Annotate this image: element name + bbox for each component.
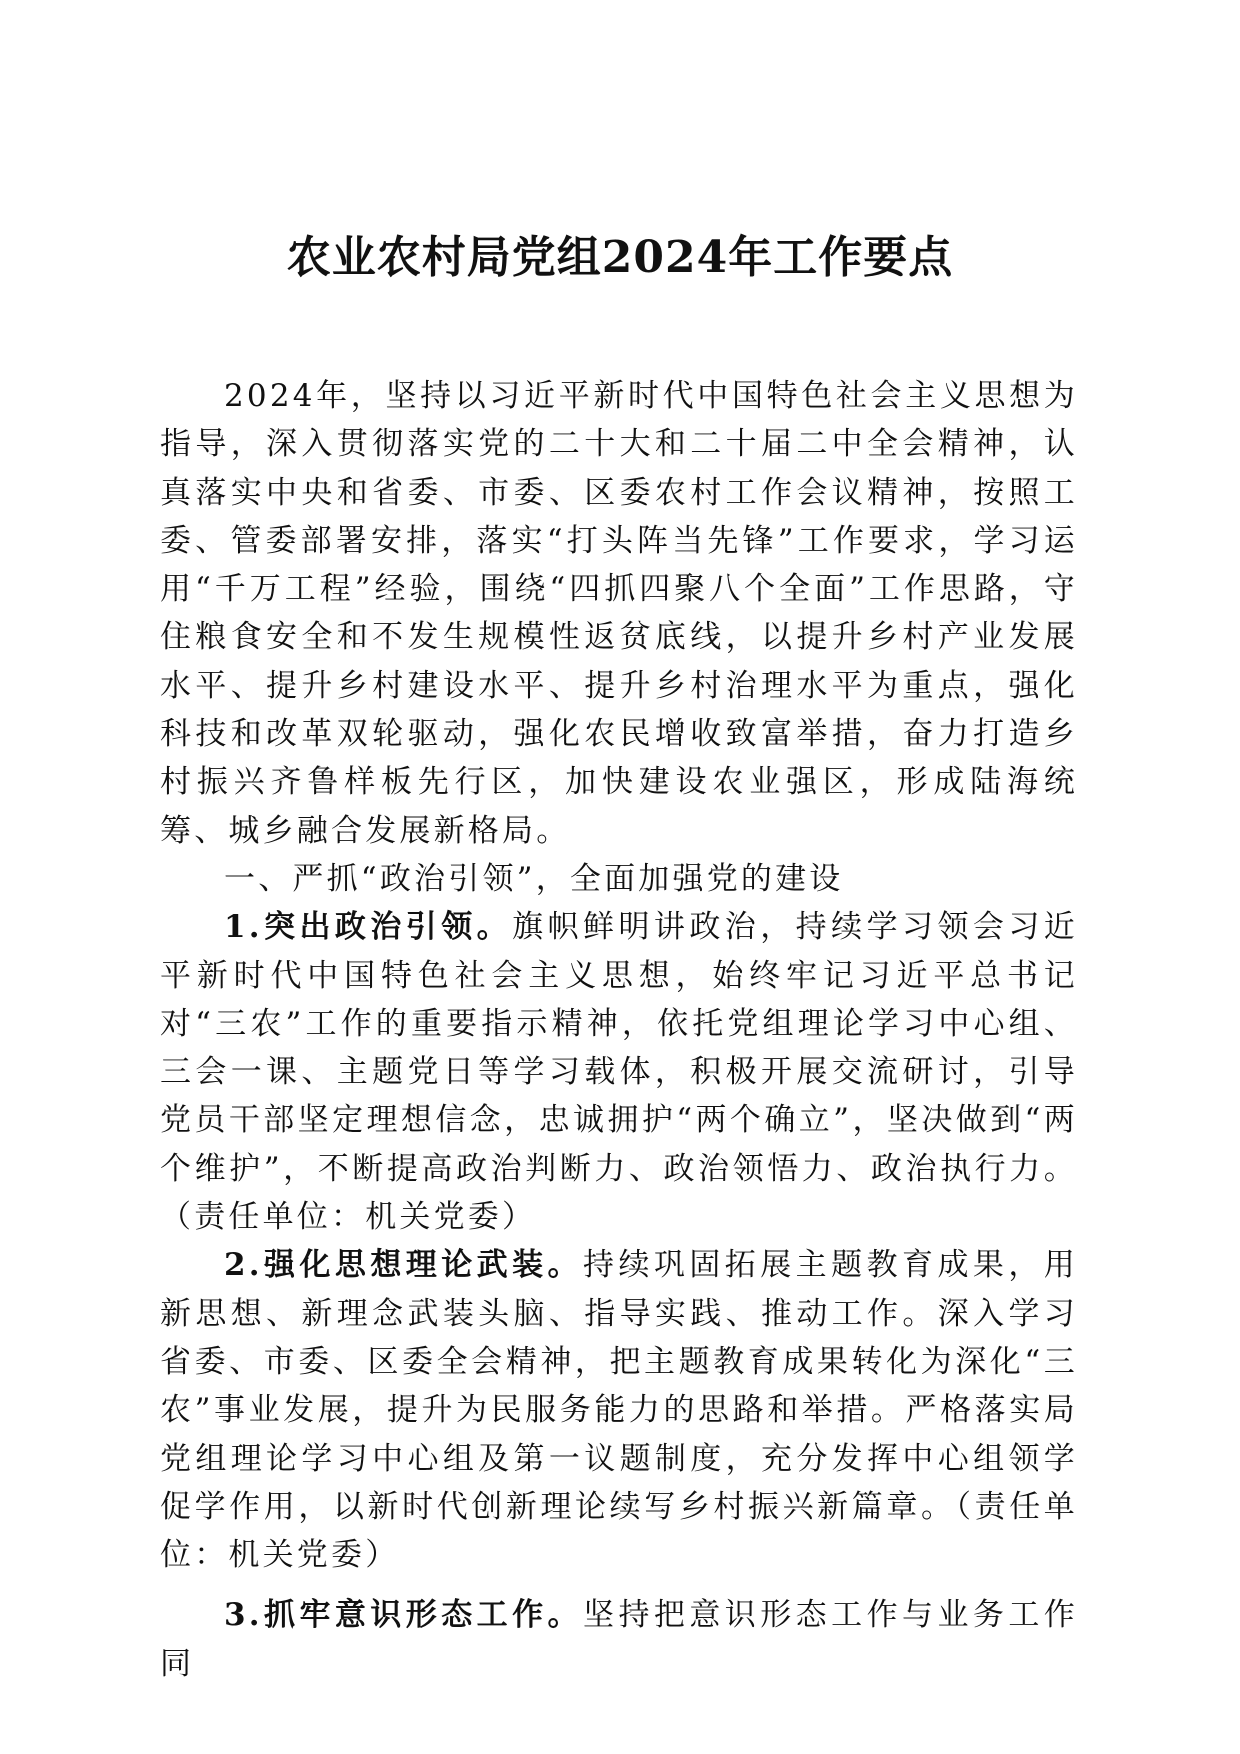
item-paragraph-2 — [160, 1241, 1078, 1579]
item-lead-2: 2.强化思想理论武装。 — [224, 1247, 584, 1284]
item-paragraph-1 — [160, 903, 1078, 1241]
item-text-3: 坚持把意识形态工作与业务工作同 — [160, 1597, 1078, 1682]
item-paragraph-3 — [160, 1591, 1078, 1688]
item-text-1: 旗帜鲜明讲政治，持续学习领会习近平新时代中国特色社会主义思想，始终牢记习近平总书记对“三农”工作的重要指示精神，依托党组理论学习中心组、三会一课、主题党日等学习载体，积极开展交流研讨，引导党员干部坚定理想信念，忠诚拥护“两个确立”，坚决做到“两个维护”，不断提高政治判断力、政治领悟力、政治执行力。（责任单位：机关党委） — [160, 909, 1078, 1236]
item-lead-1: 1.突出政治引领。 — [224, 909, 513, 946]
item-text-2: 持续巩固拓展主题教育成果，用新思想、新理念武装头脑、指导实践、推动工作。深入学习省委、市委、区委全会精神，把主题教育成果转化为深化“三农”事业发展，提升为民服务能力的思路和举措。严格落实局党组理论学习中心组及第一议题制度，充分发挥中心组领学促学作用，以新时代创新理论续写乡村振兴新篇章。（责任单位：机关党委） — [160, 1247, 1078, 1574]
section-heading: 一、严抓“政治引领”，全面加强党的建设 — [224, 860, 844, 897]
document-title: 农业农村局党组2024年工作要点 — [286, 232, 954, 283]
item-lead-3: 3.抓牢意识形态工作。 — [224, 1597, 584, 1634]
document-body — [160, 372, 1078, 1688]
intro-paragraph: 2024年，坚持以习近平新时代中国特色社会主义思想为指导，深入贯彻落实党的二十大和二十届二中全会精神，认真落实中央和省委、市委、区委农村工作会议精神，按照工委、管委部署安排，落实“打头阵当先锋”工作要求，学习运用“千万工程”经验，围绕“四抓四聚八个全面”工作思路，守住粮食安全和不发生规模性返贫底线，以提升乡村产业发展水平、提升乡村建设水平、提升乡村治理水平为重点，强化科技和改革双轮驱动，强化农民增收致富举措，奋力打造乡村振兴齐鲁样板先行区，加快建设农业强区，形成陆海统筹、城乡融合发展新格局。 — [160, 378, 1078, 849]
